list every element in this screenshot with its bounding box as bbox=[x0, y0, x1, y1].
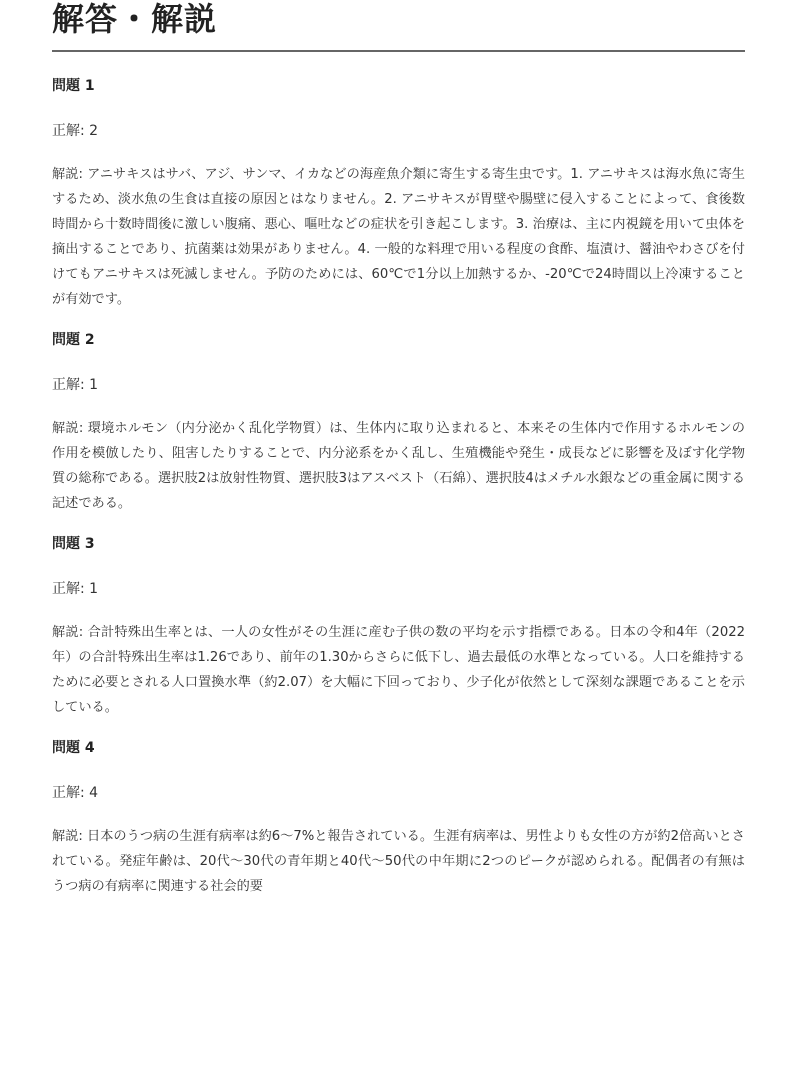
question-1 bbox=[52, 76, 745, 312]
question-1-heading: 問題 1 bbox=[52, 78, 95, 94]
question-2-explanation: 解説: 環境ホルモン（内分泌かく乱化学物質）は、生体内に取り込まれると、本来その生体内で作用するホルモンの作用を模倣したり、阻害したりすることで、内分泌系をかく乱し、生殖機能や発生・成長などに影響を及ぼす化学物質の総称である。選択肢2は放射性物質、選択肢3はアスベスト（石綿）、選択肢4はメチル水銀などの重金属に関する記述である。 bbox=[52, 421, 745, 511]
question-4-explanation: 解説: 日本のうつ病の生涯有病率は約6〜7%と報告されている。生涯有病率は、男性よりも女性の方が約2倍高いとされている。発症年齢は、20代〜30代の青年期と40代〜50代の中年期に2つのピークが認められる。配偶者の有無はうつ病の有病率に関連する社会的要 bbox=[52, 829, 745, 894]
question-3 bbox=[52, 534, 745, 720]
question-2-heading: 問題 2 bbox=[52, 332, 95, 348]
page-title: 解答・解説 bbox=[52, 0, 218, 38]
question-2 bbox=[52, 330, 745, 516]
answer-page bbox=[52, 0, 745, 899]
question-4-heading: 問題 4 bbox=[52, 740, 95, 756]
question-4-answer: 正解: 4 bbox=[52, 785, 99, 801]
question-1-answer: 正解: 2 bbox=[52, 123, 99, 139]
question-3-explanation: 解説: 合計特殊出生率とは、一人の女性がその生涯に産む子供の数の平均を示す指標である。日本の令和4年（2022年）の合計特殊出生率は1.26であり、前年の1.30からさらに低下し、過去最低の水準となっている。人口を維持するために必要とされる人口置換水準（約2.07）を大幅に下回っており、少子化が依然として深刻な課題であることを示している。 bbox=[52, 625, 745, 715]
question-1-explanation: 解説: アニサキスはサバ、アジ、サンマ、イカなどの海産魚介類に寄生する寄生虫です。1. アニサキスは海水魚に寄生するため、淡水魚の生食は直接の原因とはなりません。2. アニサキスが胃壁や腸壁に侵入することによって、食後数時間から十数時間後に激しい腹痛、悪心、嘔吐などの症状を引き起こします。3. 治療は、主に内視鏡を用いて虫体を摘出することであり、抗菌薬は効果がありません。4. 一般的な料理で用いる程度の食酢、塩漬け、醤油やわさびを付けてもアニサキスは死滅しません。予防のためには、60℃で1分以上加熱するか、-20℃で24時間以上冷凍することが有効です。 bbox=[52, 167, 745, 307]
title-divider bbox=[52, 50, 745, 52]
question-3-answer: 正解: 1 bbox=[52, 581, 99, 597]
question-3-heading: 問題 3 bbox=[52, 536, 95, 552]
question-4 bbox=[52, 738, 745, 899]
question-2-answer: 正解: 1 bbox=[52, 377, 99, 393]
